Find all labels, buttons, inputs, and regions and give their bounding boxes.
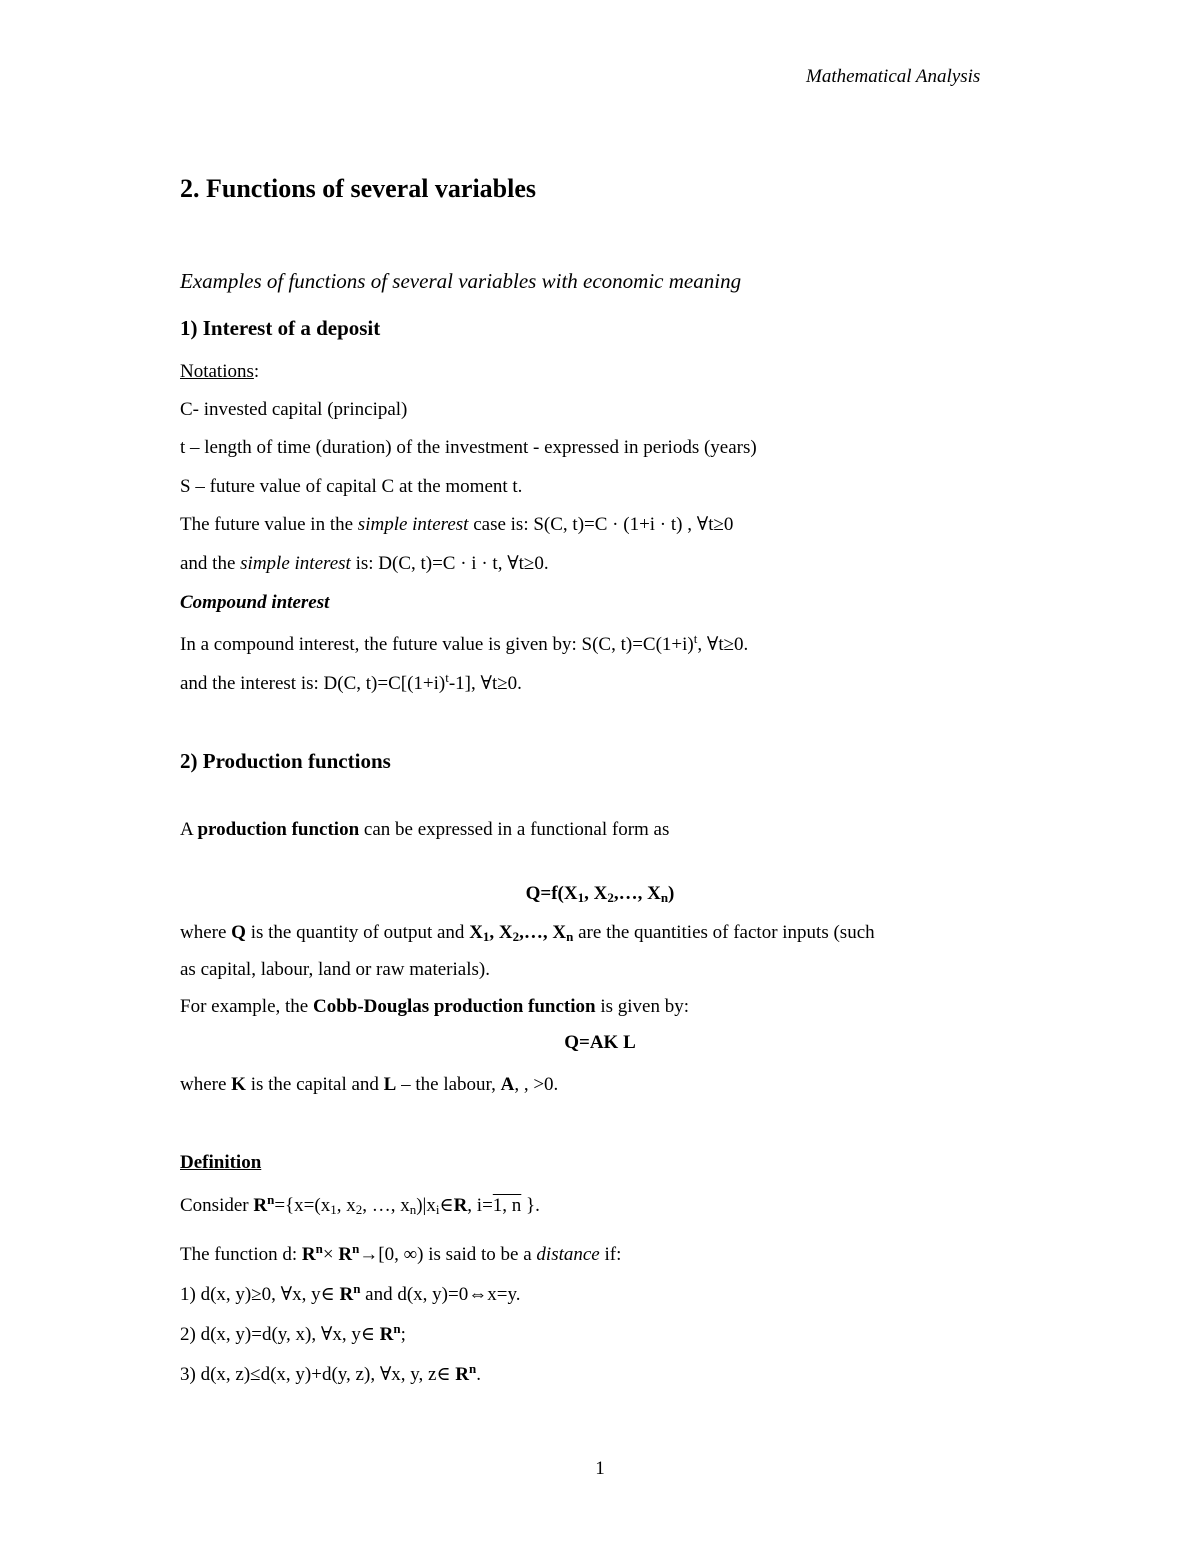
notation-c: C- invested capital (principal) [180,399,408,420]
compound-interest-formula: and the interest is: D(C, $t)=C[(1+i)^t-1]$, ∀t≥0. [180,670,522,694]
notation-s: S – future value of capital C at the moment t. [180,476,523,497]
cobb-douglas-where: where K is the capital and L – the labour, A, , >0. [180,1074,559,1095]
notation-t: t – length of time (duration) of the investment - expressed in periods (years) [180,437,757,458]
production-intro: A production function can be expressed in a functional form as [180,819,670,840]
compound-interest-heading: Compound interest [180,592,330,613]
cobb-douglas-formula: Q=AK L [564,1032,636,1053]
notations-label: Notations [180,361,254,382]
section-subtitle: Examples of functions of several variables with economic meaning [180,269,742,293]
simple-interest-formula: and the simple interest is: D(C, t)=C · i · t, ∀t≥0. [180,553,549,574]
definition-heading: Definition [180,1152,262,1173]
section-heading-interest: 1) Interest of a deposit [180,316,381,340]
distance-property-1: 1) d(x, y)≥0, ∀x, y∈ $R^n$ and d(x, y)=0⇔x=y. [180,1281,521,1305]
compound-future-value: In a compound interest, the future value is given by: S(C, $t)=C(1+i)^t$, ∀t≥0. [180,631,749,655]
distance-function-line: The function d: $R^n\times R^n\to[0$, ∞) is said to be a distance if: [180,1241,622,1265]
simple-future-value: The future value in the simple interest case is: S(C, t)=C · (1+i · t) , ∀t≥0 [180,514,734,535]
definition-consider: Consider $R^n=\{x=(x_1$, $x_2$, …, $x_n)|x_i\in R$, i=1, n }. [180,1192,540,1217]
section-heading-production: 2) Production functions [180,749,391,773]
notations-line: Notations: [180,361,260,382]
distance-property-3: 3) d(x, z)≤d(x, y)+d(y, z), ∀x, y, z∈ $R^n$. [180,1361,482,1385]
production-formula: $Q=f(X_1$, $X_2,\dots$, $X_n$) [525,883,675,905]
production-where-line: where Q is the quantity of output and $X_1$, $X_2,\dots$, $X_n$ are the quantities of factor inputs (such [180,922,875,944]
running-header: Mathematical Analysis [806,66,981,87]
production-where-line-2: as capital, labour, land or raw materials). [180,959,490,980]
cobb-douglas-intro: For example, the Cobb-Douglas production function is given by: [180,996,689,1017]
page-number: 1 [595,1458,605,1479]
chapter-title: 2. Functions of several variables [180,174,537,203]
distance-property-2: 2) d(x, y)=d(y, x), ∀x, y∈ $R^n$; [180,1321,406,1345]
